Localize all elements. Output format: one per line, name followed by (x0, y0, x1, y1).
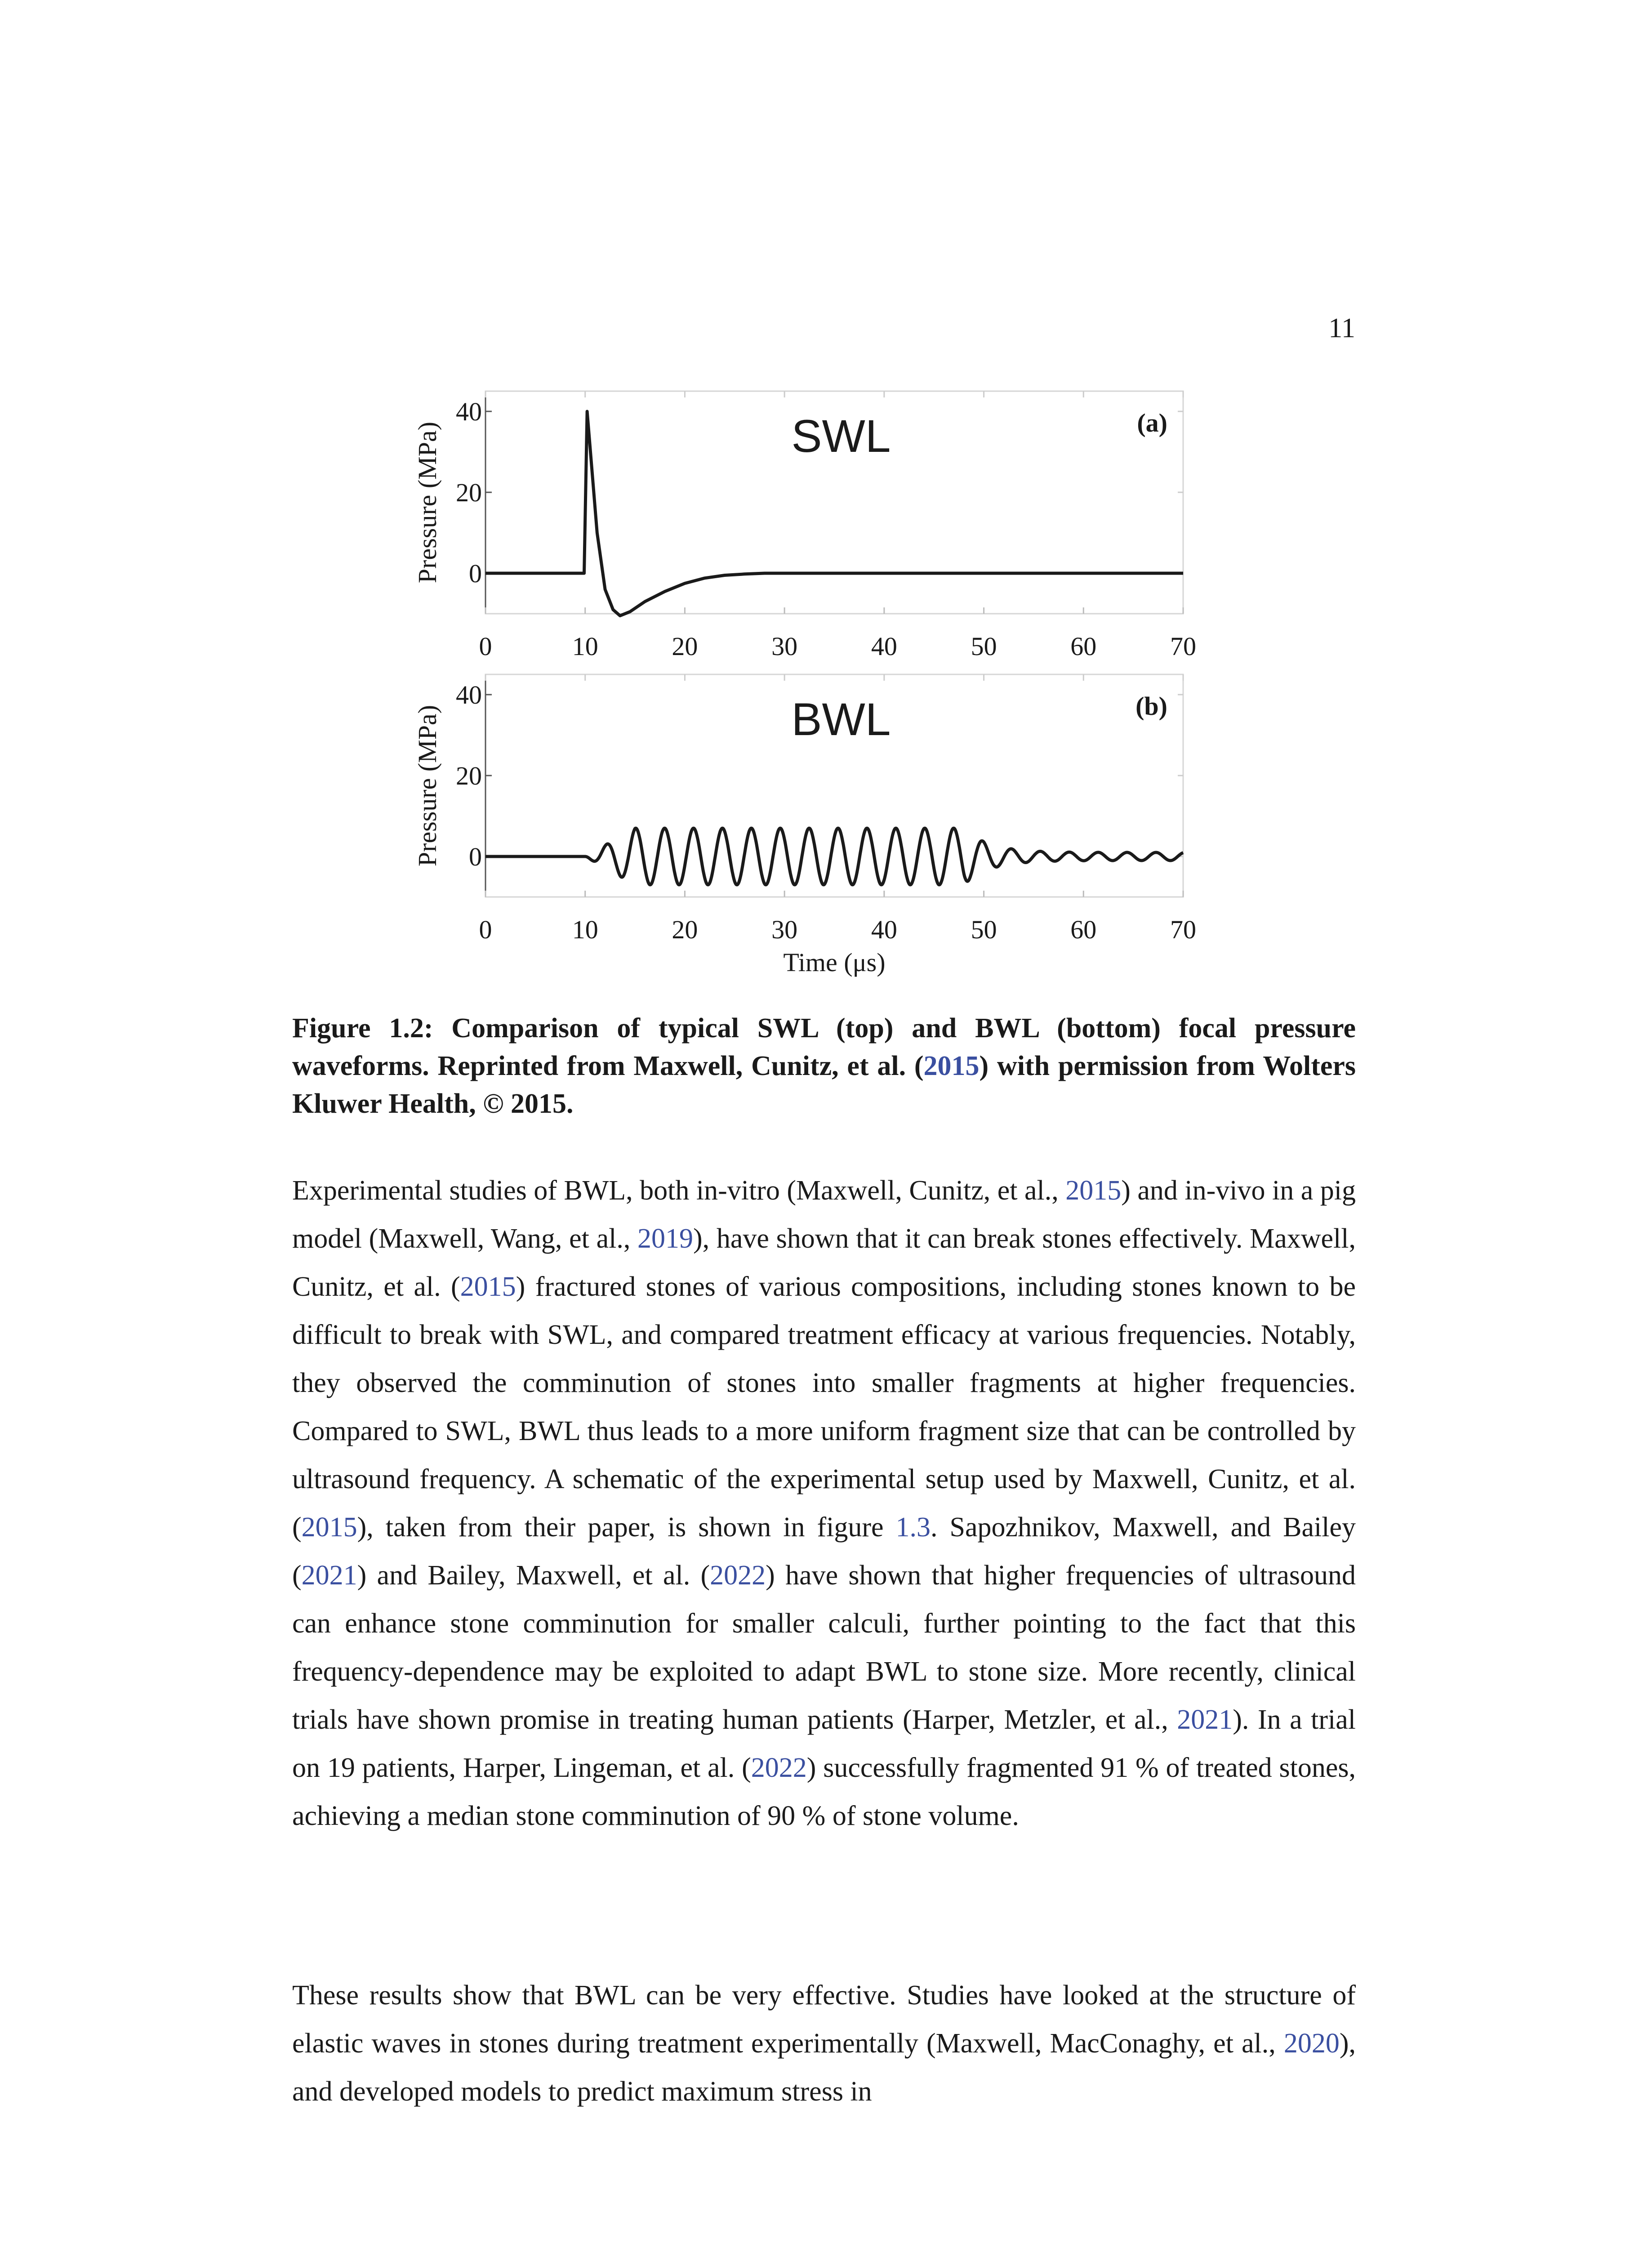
y-axis-label: Pressure (MPa) (413, 705, 442, 867)
panel-tag: (a) (1137, 408, 1167, 437)
y-tick-label: 0 (469, 559, 482, 588)
paragraph-text: ), and developed models to predict maximum stress in (292, 2028, 1356, 2107)
paragraph-text: ) and in-vivo in a pig model (Maxwell, Wang, et al., (292, 1175, 1356, 1254)
citation-link[interactable]: 2021 (1177, 1704, 1233, 1735)
x-tick-label: 50 (971, 915, 997, 944)
x-tick-label: 70 (1170, 632, 1196, 661)
citation-link[interactable]: 2015 (301, 1512, 357, 1543)
y-tick-label: 20 (456, 761, 482, 790)
x-tick-label: 0 (479, 632, 492, 661)
paragraph-text: ) fractured stones of various compositions, including stones known to be difficult to break with SWL, and compared treatment efficacy at various frequencies. Notably, they observed the comminution of stones into smaller fragments at higher frequencies. Compared to SWL, BWL thus leads to a more uniform fragment size that can be controlled by ultrasound frequency. A schematic of the experimental setup used by Maxwell, Cunitz, et al. ( (292, 1271, 1356, 1543)
x-tick-label: 20 (672, 632, 698, 661)
citation-link[interactable]: 2022 (710, 1560, 766, 1591)
x-tick-label: 30 (771, 915, 798, 944)
y-tick-label: 40 (456, 680, 482, 709)
swl-panel (413, 391, 1196, 661)
caption-citation-link[interactable]: 2015 (923, 1051, 980, 1081)
paragraph-text: ) successfully fragmented 91 % of treated stones, achieving a median stone comminution of 90 % of stone volume. (292, 1753, 1356, 1831)
panel-tag: (b) (1135, 691, 1167, 721)
y-tick-label: 40 (456, 397, 482, 426)
paragraph-text: ), have shown that it can break stones effectively. Maxwell, Cunitz, et al. ( (292, 1223, 1356, 1302)
x-tick-label: 30 (771, 632, 798, 661)
x-tick-label: 10 (572, 632, 598, 661)
paragraph-text: These results show that BWL can be very effective. Studies have looked at the structure of elastic waves in stones during treatment experimentally (Maxwell, MacConaghy, et al., (292, 1980, 1356, 2059)
y-tick-label: 0 (469, 842, 482, 871)
x-axis-label: Time (μs) (783, 948, 886, 977)
body-paragraph-2 (292, 1971, 1356, 2116)
citation-link[interactable]: 2019 (637, 1223, 694, 1254)
caption-text-after: ) with permission from Wolters Kluwer Health, © 2015. (292, 1051, 1356, 1119)
body-paragraph-1 (292, 1167, 1356, 1840)
caption-text-before: Comparison of typical SWL (top) and BWL (bottom) focal pressure waveforms. Reprinted from Maxwell, Cunitz, et al. ( (292, 1013, 1356, 1081)
page-number: 11 (1328, 313, 1355, 343)
panel-title: SWL (791, 410, 891, 462)
pressure-waveform-figure (369, 360, 1245, 989)
citation-link[interactable]: 2022 (751, 1753, 807, 1783)
x-tick-label: 60 (1070, 632, 1097, 661)
paragraph-text: ), taken from their paper, is shown in figure (357, 1512, 896, 1543)
bwl-panel (413, 674, 1196, 977)
x-tick-label: 60 (1070, 915, 1097, 944)
caption-label: Figure 1.2: (292, 1013, 433, 1044)
y-tick-label: 20 (456, 478, 482, 507)
citation-link[interactable]: 1.3 (895, 1512, 931, 1543)
citation-link[interactable]: 2015 (1065, 1175, 1122, 1206)
panel-title: BWL (791, 694, 891, 745)
y-axis-label: Pressure (MPa) (413, 421, 442, 584)
x-tick-label: 40 (871, 915, 897, 944)
figure-caption (292, 1009, 1356, 1123)
paragraph-text: ). In a trial on 19 patients, Harper, Lingeman, et al. ( (292, 1704, 1356, 1783)
paragraph-text: Experimental studies of BWL, both in-vitro (Maxwell, Cunitz, et al., (292, 1175, 1066, 1206)
x-tick-label: 40 (871, 632, 897, 661)
citation-link[interactable]: 2020 (1283, 2028, 1340, 2059)
x-tick-label: 0 (479, 915, 492, 944)
citation-link[interactable]: 2015 (460, 1271, 516, 1302)
x-tick-label: 10 (572, 915, 598, 944)
paragraph-text: . Sapozhnikov, Maxwell, and Bailey ( (292, 1512, 1356, 1591)
x-tick-label: 20 (672, 915, 698, 944)
citation-link[interactable]: 2021 (301, 1560, 357, 1591)
x-tick-label: 70 (1170, 915, 1196, 944)
paragraph-text: ) and Bailey, Maxwell, et al. ( (357, 1560, 710, 1591)
paragraph-text: ) have shown that higher frequencies of ultrasound can enhance stone comminution for smaller calculi, further pointing to the fact that this frequency-dependence may be exploited to adapt BWL to stone size. More recently, clinical trials have shown promise in treating human patients (Harper, Metzler, et al., (292, 1560, 1356, 1735)
waveform-line (485, 828, 1183, 885)
x-tick-label: 50 (971, 632, 997, 661)
